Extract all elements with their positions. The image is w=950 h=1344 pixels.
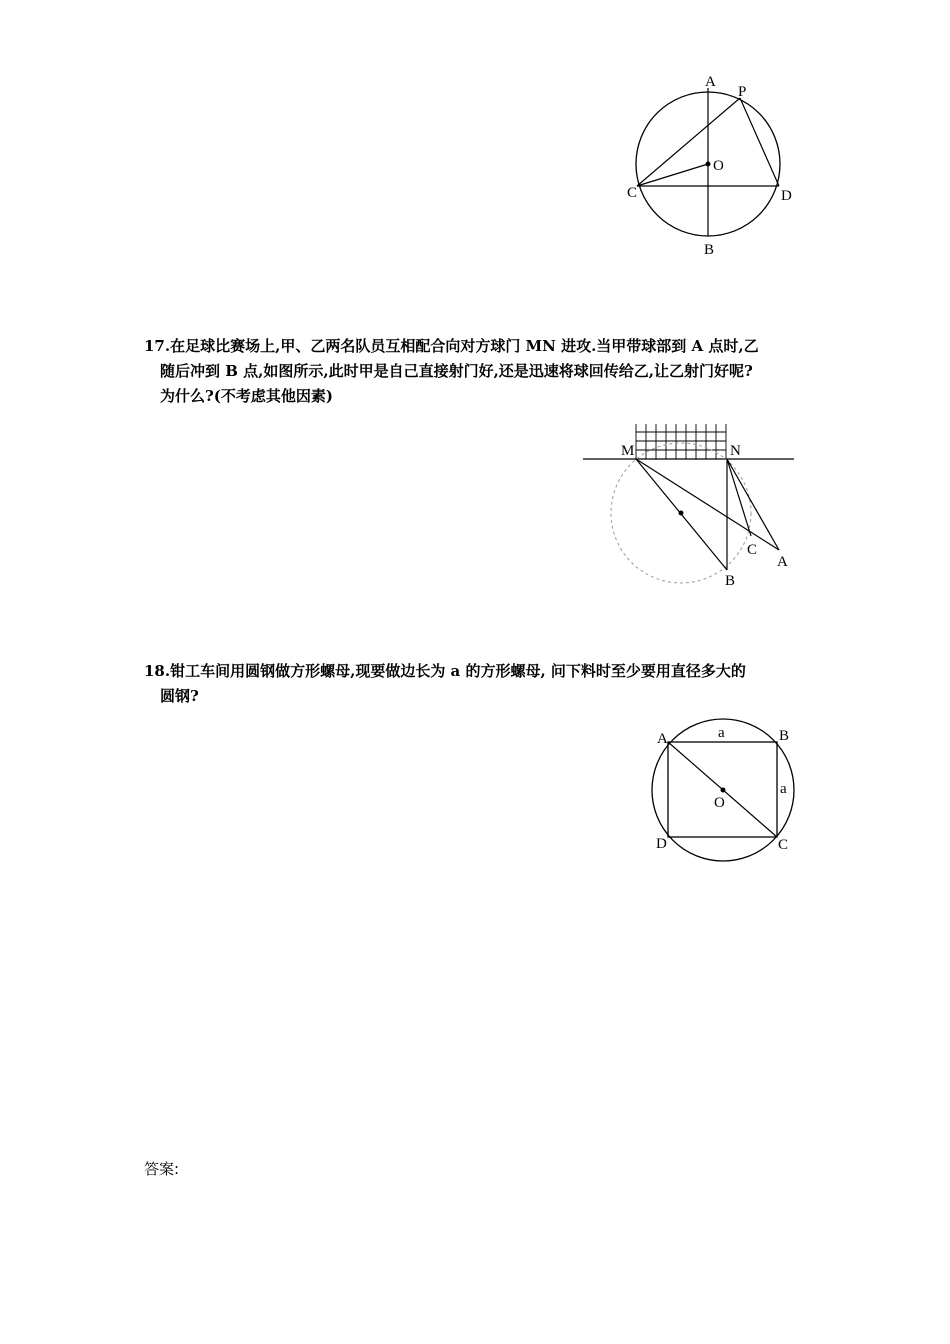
segment-cp — [637, 98, 740, 186]
center-point — [721, 788, 726, 793]
figure-soccer-goal — [575, 415, 805, 595]
answer-label: 答案: — [144, 1160, 180, 1178]
label-c: C — [747, 542, 758, 558]
segment-na — [727, 459, 779, 550]
question-17-line-2: 随后冲到 B 点,如图所示,此时甲是自己直接射门好,还是迅速将球回传给乙,让乙射门好呢? — [160, 362, 753, 380]
label-a: A — [777, 554, 788, 570]
label-n: N — [730, 443, 741, 459]
label-b: B — [779, 728, 790, 744]
question-17-line-3: 为什么?(不考虑其他因素) — [160, 387, 333, 405]
question-18-line-2: 圆钢? — [160, 687, 199, 705]
label-d: D — [656, 836, 667, 852]
label-d: D — [781, 188, 792, 204]
goal-net — [636, 424, 726, 459]
question-18-line-1: 18.钳工车间用圆钢做方形螺母,现要做边长为 a 的方形螺母, 问下料时至少要用直径多大的 — [144, 662, 746, 680]
figure-square-in-circle — [640, 718, 810, 868]
label-side-top: a — [718, 725, 725, 741]
label-c: C — [627, 185, 638, 201]
center-point — [679, 511, 684, 516]
label-b: B — [725, 573, 736, 589]
label-o: O — [714, 795, 725, 811]
segment-ma — [636, 459, 779, 550]
label-o: O — [713, 158, 724, 174]
segment-pd — [740, 98, 779, 186]
question-18 — [144, 659, 746, 709]
label-b: B — [704, 242, 715, 258]
question-17-line-1: 17.在足球比赛场上,甲、乙两名队员互相配合向对方球门 MN 进攻.当甲带球部到 A 点时,乙 — [144, 337, 759, 355]
label-side-right: a — [780, 781, 787, 797]
label-c: C — [778, 837, 789, 853]
figure-circle-apcd — [600, 60, 830, 270]
question-17 — [144, 334, 759, 409]
segment-co — [637, 164, 708, 186]
center-point — [706, 162, 711, 167]
label-a: A — [657, 731, 668, 747]
label-m: M — [621, 443, 635, 459]
label-p: P — [738, 84, 747, 100]
label-a: A — [705, 74, 716, 90]
